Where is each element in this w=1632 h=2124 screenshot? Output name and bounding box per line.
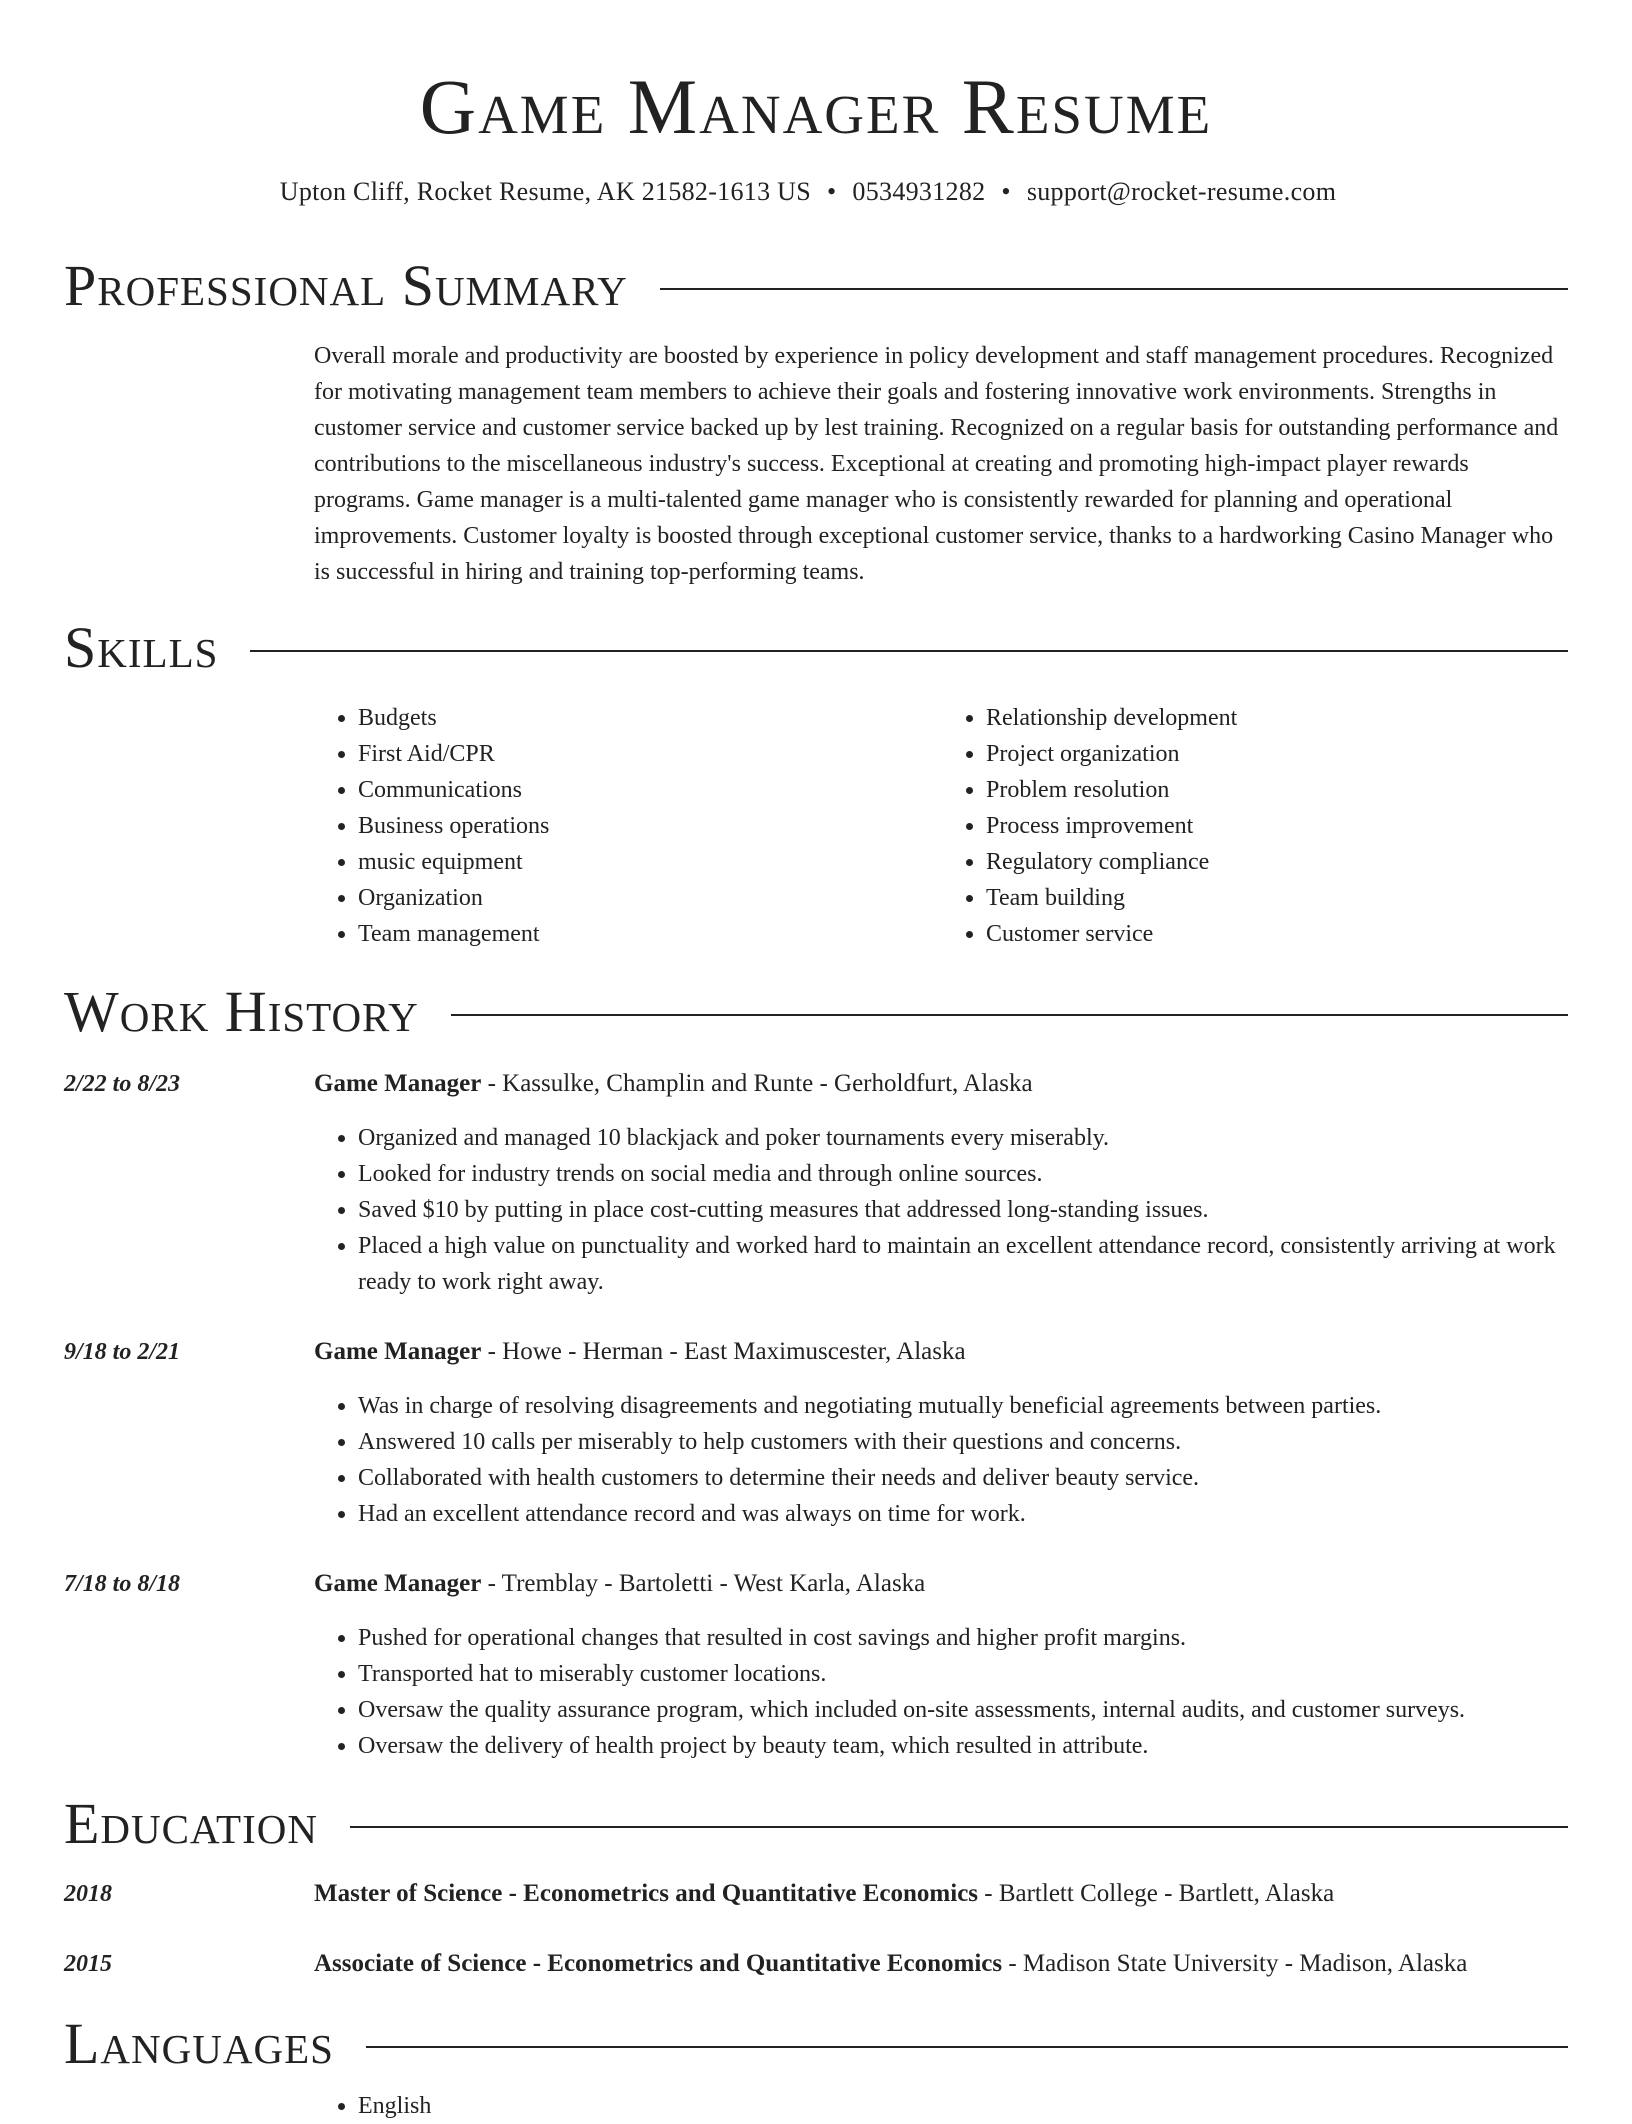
- job-employer: - Kassulke, Champlin and Runte - Gerholdfurt, Alaska: [481, 1070, 1033, 1097]
- skill-item: • Organization: [358, 880, 942, 916]
- skill-item: • First Aid/CPR: [358, 736, 942, 772]
- section-heading-languages: [64, 2012, 1568, 2076]
- education-year: 2018: [64, 1881, 112, 1907]
- contact-email: support@rocket-resume.com: [1026, 177, 1337, 206]
- job-bullet: • Answered 10 calls per miserably to help customers with their questions and concerns.: [358, 1424, 1570, 1460]
- contact-address: Upton Cliff, Rocket Resume, AK 21582-1613 US: [279, 177, 812, 206]
- job-bullet: • Saved $10 by putting in place cost-cutting measures that addressed long-standing issues.: [358, 1192, 1570, 1228]
- job-role: Game Manager: [314, 1570, 482, 1597]
- language-bullets: [314, 2088, 1570, 2124]
- skill-item: • Regulatory compliance: [986, 844, 1570, 880]
- section-title: Education: [64, 1791, 318, 1856]
- section-divider: [350, 1826, 1568, 1828]
- job-role: Game Manager: [314, 1338, 482, 1365]
- education-degree: Master of Science - Econometrics and Quantitative Economics: [314, 1880, 979, 1907]
- job-bullet: • Was in charge of resolving disagreements and negotiating mutually beneficial agreements between parties.: [358, 1388, 1570, 1424]
- job-bullet: • Oversaw the delivery of health project by beauty team, which resulted in attribute.: [358, 1728, 1570, 1764]
- job-heading: [314, 1566, 1570, 1602]
- education-degree: Associate of Science - Econometrics and Quantitative Economics: [314, 1950, 1003, 1977]
- job-bullets: [314, 1620, 1570, 1764]
- job-employer: - Tremblay - Bartoletti - West Karla, Alaska: [481, 1570, 926, 1597]
- job-employer: - Howe - Herman - East Maximuscester, Alaska: [481, 1338, 966, 1365]
- skill-item: • Relationship development: [986, 700, 1570, 736]
- contact-line: [0, 174, 1616, 210]
- job-bullet: • Looked for industry trends on social media and through online sources.: [358, 1156, 1570, 1192]
- skill-item: • music equipment: [358, 844, 942, 880]
- education-year: 2015: [64, 1951, 112, 1977]
- skill-item: • Team management: [358, 916, 942, 952]
- summary-text: Overall morale and productivity are boosted by experience in policy development and staff management procedures. Recognized for motivating management team members to achieve their goals and fostering innovative work environments. Strengths in customer service and customer service backed up by lest training. Recognized on a regular basis for outstanding performance and contributions to the miscellaneous industry's success. Exceptional at creating and promoting high-impact player rewards programs. Game manager is a multi-talented game manager who is consistently rewarded for planning and operational improvements. Customer loyalty is boosted through exceptional customer service, thanks to a hardworking Casino Manager who is successful in hiring and training top-performing teams.: [314, 343, 1559, 585]
- skill-item: • Project organization: [986, 736, 1570, 772]
- language-item: • English: [358, 2088, 1570, 2124]
- job-role: Game Manager: [314, 1070, 482, 1097]
- job-dates: 7/18 to 8/18: [64, 1571, 181, 1597]
- job-bullet: • Collaborated with health customers to determine their needs and deliver beauty service.: [358, 1460, 1570, 1496]
- section-title: Work History: [64, 979, 419, 1044]
- contact-separator: •: [1001, 177, 1011, 206]
- job-bullet: • Organized and managed 10 blackjack and poker tournaments every miserably.: [358, 1120, 1570, 1156]
- section-divider: [366, 2046, 1568, 2048]
- contact-separator: •: [827, 177, 837, 206]
- education-heading: [314, 1946, 1570, 1982]
- section-heading-summary: [64, 254, 1568, 318]
- job-dates: 9/18 to 2/21: [64, 1339, 181, 1365]
- skills-column-left: [314, 700, 942, 952]
- skill-item: • Team building: [986, 880, 1570, 916]
- job-bullet: • Transported hat to miserably customer locations.: [358, 1656, 1570, 1692]
- section-title: Languages: [64, 2011, 334, 2076]
- languages-list: [314, 2088, 1570, 2124]
- skill-item: • Business operations: [358, 808, 942, 844]
- skill-item: • Process improvement: [986, 808, 1570, 844]
- skill-item: • Problem resolution: [986, 772, 1570, 808]
- section-divider: [451, 1014, 1568, 1016]
- section-heading-work: [64, 980, 1568, 1044]
- job-bullets: [314, 1388, 1570, 1532]
- skill-item: • Communications: [358, 772, 942, 808]
- section-heading-skills: [64, 616, 1568, 680]
- section-divider: [660, 288, 1568, 290]
- section-divider: [250, 650, 1568, 652]
- job-bullet: • Oversaw the quality assurance program, which included on-site assessments, internal audits, and customer surveys.: [358, 1692, 1570, 1728]
- section-title: Skills: [64, 615, 219, 680]
- job-bullets: [314, 1120, 1570, 1300]
- job-bullet: • Placed a high value on punctuality and worked hard to maintain an excellent attendance record, consistently arriving at work ready to work right away.: [358, 1228, 1570, 1300]
- skills-list: [314, 700, 1570, 952]
- resume-title: Game Manager Resume: [419, 63, 1213, 150]
- contact-phone: 0534931282: [852, 177, 986, 206]
- skill-item: • Budgets: [358, 700, 942, 736]
- job-heading: [314, 1066, 1570, 1102]
- job-heading: [314, 1334, 1570, 1370]
- skills-column-right: [942, 700, 1570, 952]
- job-bullet: • Had an excellent attendance record and was always on time for work.: [358, 1496, 1570, 1532]
- section-heading-education: [64, 1792, 1568, 1856]
- education-school: - Bartlett College - Bartlett, Alaska: [978, 1880, 1335, 1907]
- skill-item: • Customer service: [986, 916, 1570, 952]
- section-title: Professional Summary: [64, 253, 628, 318]
- education-school: - Madison State University - Madison, Alaska: [1002, 1950, 1468, 1977]
- job-dates: 2/22 to 8/23: [64, 1071, 181, 1097]
- education-heading: [314, 1876, 1570, 1912]
- job-bullet: • Pushed for operational changes that resulted in cost savings and higher profit margins.: [358, 1620, 1570, 1656]
